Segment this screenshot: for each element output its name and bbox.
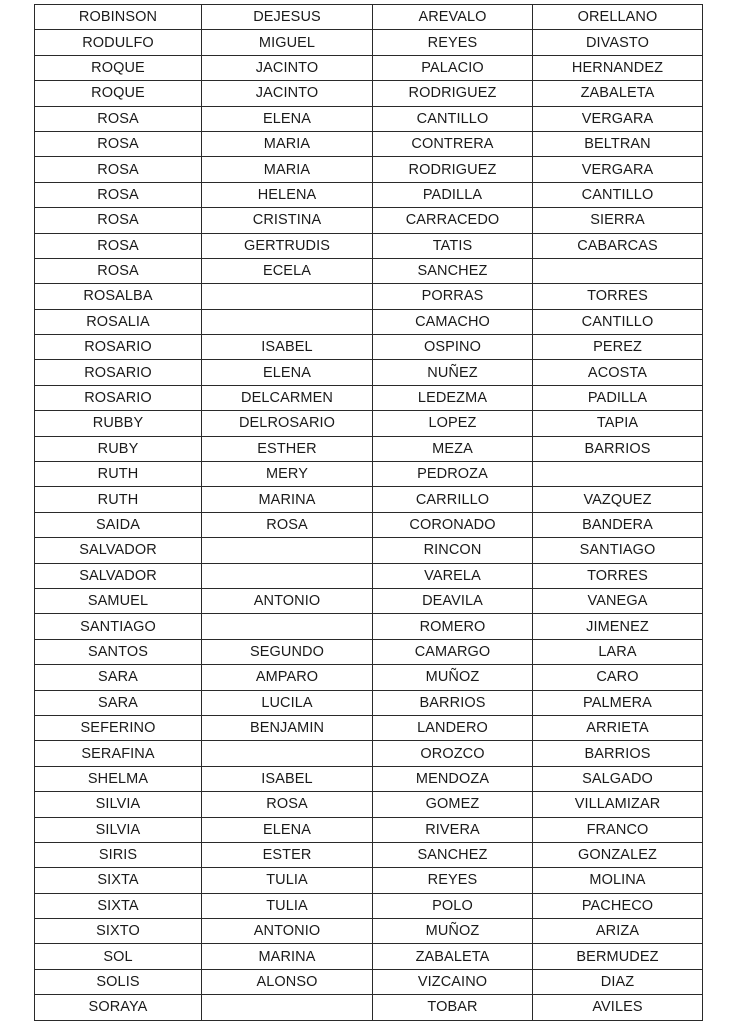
table-row <box>35 284 703 309</box>
second-surname-cell <box>533 258 703 283</box>
first-surname-cell: REYES <box>373 868 533 893</box>
first-name-cell: RODULFO <box>35 30 202 55</box>
table-row <box>35 690 703 715</box>
second-surname-cell: PADILLA <box>533 385 703 410</box>
middle-name-cell: ELENA <box>202 817 373 842</box>
table-row <box>35 487 703 512</box>
second-surname-cell: GONZALEZ <box>533 842 703 867</box>
first-name-cell: RUBBY <box>35 411 202 436</box>
first-surname-cell: CARRACEDO <box>373 208 533 233</box>
middle-name-cell: AMPARO <box>202 665 373 690</box>
table-row <box>35 512 703 537</box>
middle-name-cell: MARIA <box>202 157 373 182</box>
table-row <box>35 462 703 487</box>
first-surname-cell: REYES <box>373 30 533 55</box>
table-row <box>35 309 703 334</box>
table-row <box>35 969 703 994</box>
first-name-cell: SALVADOR <box>35 563 202 588</box>
middle-name-cell: GERTRUDIS <box>202 233 373 258</box>
table-row <box>35 106 703 131</box>
table-row <box>35 588 703 613</box>
table-row <box>35 233 703 258</box>
first-name-cell: SAIDA <box>35 512 202 537</box>
middle-name-cell: DELCARMEN <box>202 385 373 410</box>
middle-name-cell: MIGUEL <box>202 30 373 55</box>
names-table-body <box>35 5 703 1021</box>
second-surname-cell: ORELLANO <box>533 5 703 30</box>
first-surname-cell: TOBAR <box>373 995 533 1020</box>
middle-name-cell: ESTER <box>202 842 373 867</box>
second-surname-cell: PALMERA <box>533 690 703 715</box>
first-name-cell: ROSA <box>35 182 202 207</box>
table-row <box>35 385 703 410</box>
second-surname-cell: HERNANDEZ <box>533 55 703 80</box>
table-row <box>35 792 703 817</box>
first-name-cell: ROQUE <box>35 81 202 106</box>
first-surname-cell: MUÑOZ <box>373 919 533 944</box>
table-row <box>35 817 703 842</box>
second-surname-cell: MOLINA <box>533 868 703 893</box>
first-name-cell: SORAYA <box>35 995 202 1020</box>
first-name-cell: ROSA <box>35 233 202 258</box>
second-surname-cell: DIVASTO <box>533 30 703 55</box>
first-surname-cell: OSPINO <box>373 335 533 360</box>
first-name-cell: SEFERINO <box>35 715 202 740</box>
first-name-cell: ROSA <box>35 157 202 182</box>
table-row <box>35 995 703 1020</box>
first-name-cell: ROSA <box>35 131 202 156</box>
first-name-cell: ROSA <box>35 208 202 233</box>
first-surname-cell: AREVALO <box>373 5 533 30</box>
names-table <box>34 4 703 1021</box>
first-name-cell: SILVIA <box>35 792 202 817</box>
middle-name-cell <box>202 284 373 309</box>
first-name-cell: ROSARIO <box>35 385 202 410</box>
second-surname-cell: VAZQUEZ <box>533 487 703 512</box>
first-surname-cell: PALACIO <box>373 55 533 80</box>
middle-name-cell: LUCILA <box>202 690 373 715</box>
table-row <box>35 639 703 664</box>
middle-name-cell: JACINTO <box>202 55 373 80</box>
middle-name-cell: ECELA <box>202 258 373 283</box>
table-row <box>35 208 703 233</box>
second-surname-cell: ARRIETA <box>533 715 703 740</box>
first-name-cell: ROSA <box>35 258 202 283</box>
middle-name-cell <box>202 614 373 639</box>
first-surname-cell: CANTILLO <box>373 106 533 131</box>
second-surname-cell: TAPIA <box>533 411 703 436</box>
second-surname-cell: BERMUDEZ <box>533 944 703 969</box>
first-surname-cell: LEDEZMA <box>373 385 533 410</box>
middle-name-cell: ANTONIO <box>202 588 373 613</box>
table-row <box>35 335 703 360</box>
second-surname-cell: AVILES <box>533 995 703 1020</box>
names-sheet <box>34 4 702 1021</box>
middle-name-cell: SEGUNDO <box>202 639 373 664</box>
table-row <box>35 919 703 944</box>
second-surname-cell: ARIZA <box>533 919 703 944</box>
first-name-cell: SIRIS <box>35 842 202 867</box>
middle-name-cell: ELENA <box>202 360 373 385</box>
first-surname-cell: RODRIGUEZ <box>373 81 533 106</box>
table-row <box>35 436 703 461</box>
middle-name-cell: TULIA <box>202 868 373 893</box>
first-name-cell: ROSARIO <box>35 335 202 360</box>
second-surname-cell: TORRES <box>533 563 703 588</box>
table-row <box>35 411 703 436</box>
middle-name-cell: MARINA <box>202 487 373 512</box>
second-surname-cell: BARRIOS <box>533 436 703 461</box>
first-name-cell: ROQUE <box>35 55 202 80</box>
middle-name-cell: ISABEL <box>202 335 373 360</box>
second-surname-cell: ZABALETA <box>533 81 703 106</box>
middle-name-cell: TULIA <box>202 893 373 918</box>
table-row <box>35 715 703 740</box>
middle-name-cell: JACINTO <box>202 81 373 106</box>
first-surname-cell: VARELA <box>373 563 533 588</box>
first-surname-cell: RIVERA <box>373 817 533 842</box>
second-surname-cell: TORRES <box>533 284 703 309</box>
first-name-cell: ROSA <box>35 106 202 131</box>
first-surname-cell: DEAVILA <box>373 588 533 613</box>
first-surname-cell: SANCHEZ <box>373 258 533 283</box>
second-surname-cell: CARO <box>533 665 703 690</box>
first-name-cell: RUBY <box>35 436 202 461</box>
second-surname-cell: DIAZ <box>533 969 703 994</box>
second-surname-cell: VERGARA <box>533 157 703 182</box>
first-surname-cell: OROZCO <box>373 741 533 766</box>
table-row <box>35 360 703 385</box>
first-surname-cell: RINCON <box>373 538 533 563</box>
first-surname-cell: NUÑEZ <box>373 360 533 385</box>
first-surname-cell: MENDOZA <box>373 766 533 791</box>
second-surname-cell: BARRIOS <box>533 741 703 766</box>
table-row <box>35 131 703 156</box>
first-name-cell: SARA <box>35 665 202 690</box>
middle-name-cell: ROSA <box>202 792 373 817</box>
middle-name-cell: MERY <box>202 462 373 487</box>
first-name-cell: ROSARIO <box>35 360 202 385</box>
first-name-cell: SANTIAGO <box>35 614 202 639</box>
middle-name-cell <box>202 995 373 1020</box>
first-name-cell: SHELMA <box>35 766 202 791</box>
middle-name-cell: ROSA <box>202 512 373 537</box>
middle-name-cell: DEJESUS <box>202 5 373 30</box>
second-surname-cell: ACOSTA <box>533 360 703 385</box>
middle-name-cell: DELROSARIO <box>202 411 373 436</box>
middle-name-cell: CRISTINA <box>202 208 373 233</box>
first-surname-cell: LOPEZ <box>373 411 533 436</box>
first-surname-cell: PADILLA <box>373 182 533 207</box>
first-name-cell: ROBINSON <box>35 5 202 30</box>
first-name-cell: SIXTA <box>35 868 202 893</box>
first-name-cell: SAMUEL <box>35 588 202 613</box>
first-surname-cell: BARRIOS <box>373 690 533 715</box>
first-surname-cell: GOMEZ <box>373 792 533 817</box>
first-surname-cell: ZABALETA <box>373 944 533 969</box>
table-row <box>35 81 703 106</box>
middle-name-cell <box>202 309 373 334</box>
first-surname-cell: PORRAS <box>373 284 533 309</box>
middle-name-cell: ISABEL <box>202 766 373 791</box>
first-name-cell: ROSALIA <box>35 309 202 334</box>
table-row <box>35 5 703 30</box>
middle-name-cell: ANTONIO <box>202 919 373 944</box>
table-row <box>35 538 703 563</box>
first-surname-cell: CAMARGO <box>373 639 533 664</box>
second-surname-cell: SALGADO <box>533 766 703 791</box>
first-surname-cell: CORONADO <box>373 512 533 537</box>
middle-name-cell: BENJAMIN <box>202 715 373 740</box>
first-name-cell: RUTH <box>35 462 202 487</box>
first-surname-cell: RODRIGUEZ <box>373 157 533 182</box>
table-row <box>35 766 703 791</box>
second-surname-cell: LARA <box>533 639 703 664</box>
first-surname-cell: SANCHEZ <box>373 842 533 867</box>
first-name-cell: RUTH <box>35 487 202 512</box>
table-row <box>35 944 703 969</box>
second-surname-cell: BANDERA <box>533 512 703 537</box>
first-surname-cell: CAMACHO <box>373 309 533 334</box>
table-row <box>35 182 703 207</box>
second-surname-cell: PACHECO <box>533 893 703 918</box>
first-surname-cell: LANDERO <box>373 715 533 740</box>
first-name-cell: SIXTO <box>35 919 202 944</box>
first-name-cell: SILVIA <box>35 817 202 842</box>
first-surname-cell: MUÑOZ <box>373 665 533 690</box>
second-surname-cell: SIERRA <box>533 208 703 233</box>
table-row <box>35 258 703 283</box>
middle-name-cell <box>202 741 373 766</box>
second-surname-cell: VILLAMIZAR <box>533 792 703 817</box>
table-row <box>35 868 703 893</box>
first-surname-cell: TATIS <box>373 233 533 258</box>
middle-name-cell: MARIA <box>202 131 373 156</box>
first-surname-cell: VIZCAINO <box>373 969 533 994</box>
middle-name-cell: HELENA <box>202 182 373 207</box>
middle-name-cell: ALONSO <box>202 969 373 994</box>
second-surname-cell: CABARCAS <box>533 233 703 258</box>
first-name-cell: ROSALBA <box>35 284 202 309</box>
first-surname-cell: MEZA <box>373 436 533 461</box>
first-name-cell: SOL <box>35 944 202 969</box>
second-surname-cell: JIMENEZ <box>533 614 703 639</box>
table-row <box>35 741 703 766</box>
second-surname-cell: CANTILLO <box>533 309 703 334</box>
second-surname-cell: VANEGA <box>533 588 703 613</box>
table-row <box>35 665 703 690</box>
second-surname-cell: VERGARA <box>533 106 703 131</box>
middle-name-cell: ELENA <box>202 106 373 131</box>
second-surname-cell: PEREZ <box>533 335 703 360</box>
table-row <box>35 842 703 867</box>
second-surname-cell: CANTILLO <box>533 182 703 207</box>
first-surname-cell: CONTRERA <box>373 131 533 156</box>
first-name-cell: SALVADOR <box>35 538 202 563</box>
first-name-cell: SERAFINA <box>35 741 202 766</box>
middle-name-cell: MARINA <box>202 944 373 969</box>
first-name-cell: SARA <box>35 690 202 715</box>
first-surname-cell: CARRILLO <box>373 487 533 512</box>
first-surname-cell: POLO <box>373 893 533 918</box>
middle-name-cell: ESTHER <box>202 436 373 461</box>
middle-name-cell <box>202 563 373 588</box>
table-row <box>35 55 703 80</box>
table-row <box>35 563 703 588</box>
first-name-cell: SOLIS <box>35 969 202 994</box>
second-surname-cell: SANTIAGO <box>533 538 703 563</box>
table-row <box>35 157 703 182</box>
second-surname-cell: BELTRAN <box>533 131 703 156</box>
second-surname-cell <box>533 462 703 487</box>
first-surname-cell: PEDROZA <box>373 462 533 487</box>
first-surname-cell: ROMERO <box>373 614 533 639</box>
first-name-cell: SANTOS <box>35 639 202 664</box>
middle-name-cell <box>202 538 373 563</box>
table-row <box>35 30 703 55</box>
first-name-cell: SIXTA <box>35 893 202 918</box>
second-surname-cell: FRANCO <box>533 817 703 842</box>
table-row <box>35 893 703 918</box>
table-row <box>35 614 703 639</box>
